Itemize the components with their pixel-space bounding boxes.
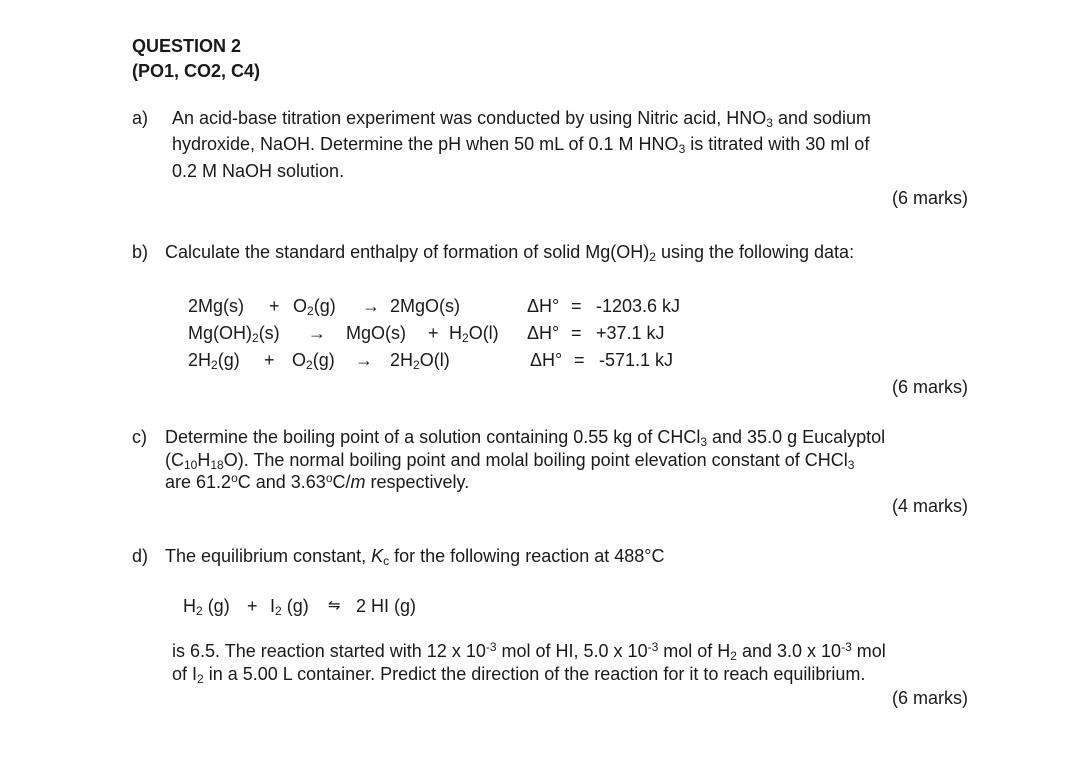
eq1-arrow: → [362, 296, 380, 316]
part-d-label: d) [132, 546, 149, 566]
eq1-reactant-2: $O_2(g)$ [293, 296, 336, 318]
eq1-value: -1203.6 kJ [596, 296, 681, 316]
eq1-product: 2MgO(s) [390, 296, 461, 316]
part-d-line-1: The equilibrium constant, $K_c$ for the following reaction at 488°C [165, 546, 665, 568]
part-c-label: c) [132, 427, 147, 447]
eq1-reactant-1: 2Mg(s) [188, 296, 245, 316]
part-a-marks: (6 marks) [892, 188, 968, 208]
eq1-delta-h: ΔH° [527, 296, 560, 316]
part-c-marks: (4 marks) [892, 496, 968, 516]
eq3-arrow: → [355, 350, 373, 370]
eq3-delta-h: ΔH° [530, 350, 563, 370]
eq2-product-1: MgO(s) [346, 323, 406, 343]
part-c-line-3: are 61.2$^o$C and 3.63$^o$C/m respectively. [165, 471, 470, 492]
eq2-plus: + [428, 323, 439, 343]
eq2-equals: = [571, 323, 582, 343]
eq3-reactant-2: $O_2(g)$ [292, 350, 335, 372]
eq3-value: -571.1 kJ [599, 350, 674, 370]
eq3-equals: = [574, 350, 585, 370]
part-d-equilibrium-arrow: ⇋ [328, 597, 341, 614]
part-d-para-line-2: of $I_2$ in a 5.00 L container. Predict the direction of the reaction for it to reach equilibrium. [172, 664, 866, 686]
part-d-para-line-1: is 6.5. The reaction started with 12 x $10^{-3}$ mol of HI, 5.0 x $10^{-3}$ mol of $H_2$ and 3.0 x $10^{-3}$ mol [172, 640, 886, 663]
part-d-reactant-1: $H_2$ (g) [183, 596, 230, 618]
part-c-line-1: Determine the boiling point of a solution containing 0.55 kg of CHCl$_3$ and 35.0 g Eucalyptol [165, 427, 886, 449]
part-b-question: Calculate the standard enthalpy of formation of solid $Mg(OH)_2$ using the following data: [165, 242, 855, 264]
part-b-label: b) [132, 242, 149, 262]
question-title: QUESTION 2 [132, 36, 242, 56]
part-a-line-1: An acid-base titration experiment was conducted by using Nitric acid, $HNO_3$ and sodium [172, 108, 872, 130]
eq1-equals: = [571, 296, 582, 316]
eq1-plus: + [269, 296, 280, 316]
eq3-plus: + [264, 350, 275, 370]
question-code: (PO1, CO2, C4) [132, 61, 261, 81]
eq3-reactant-1: $2H_2(g)$ [188, 350, 240, 372]
part-d-plus: + [247, 596, 258, 616]
part-a-line-3: 0.2 M NaOH solution. [172, 161, 345, 181]
part-d-product: 2 HI (g) [356, 596, 417, 616]
eq2-value: +37.1 kJ [596, 323, 665, 343]
eq2-delta-h: ΔH° [527, 323, 560, 343]
eq2-arrow: → [308, 323, 326, 343]
eq3-product: $2H_2O(l)$ [390, 350, 450, 372]
part-a-line-2: hydroxide, NaOH. Determine the pH when 50 mL of 0.1 M $HNO_3$ is titrated with 30 ml of [172, 134, 870, 156]
eq2-product-2: $H_2O(l)$ [449, 323, 499, 345]
part-a-label: a) [132, 108, 149, 128]
part-d-marks: (6 marks) [892, 688, 968, 708]
part-c-line-2: $(C_{10}H_{18}O)$. The normal boiling point and molal boiling point elevation constant of CHCl$_3$ [165, 450, 855, 472]
part-d-reactant-2: $I_2$ (g) [270, 596, 309, 618]
part-b-marks: (6 marks) [892, 377, 968, 397]
eq2-reactant: $Mg(OH)_2(s)$ [188, 323, 280, 345]
